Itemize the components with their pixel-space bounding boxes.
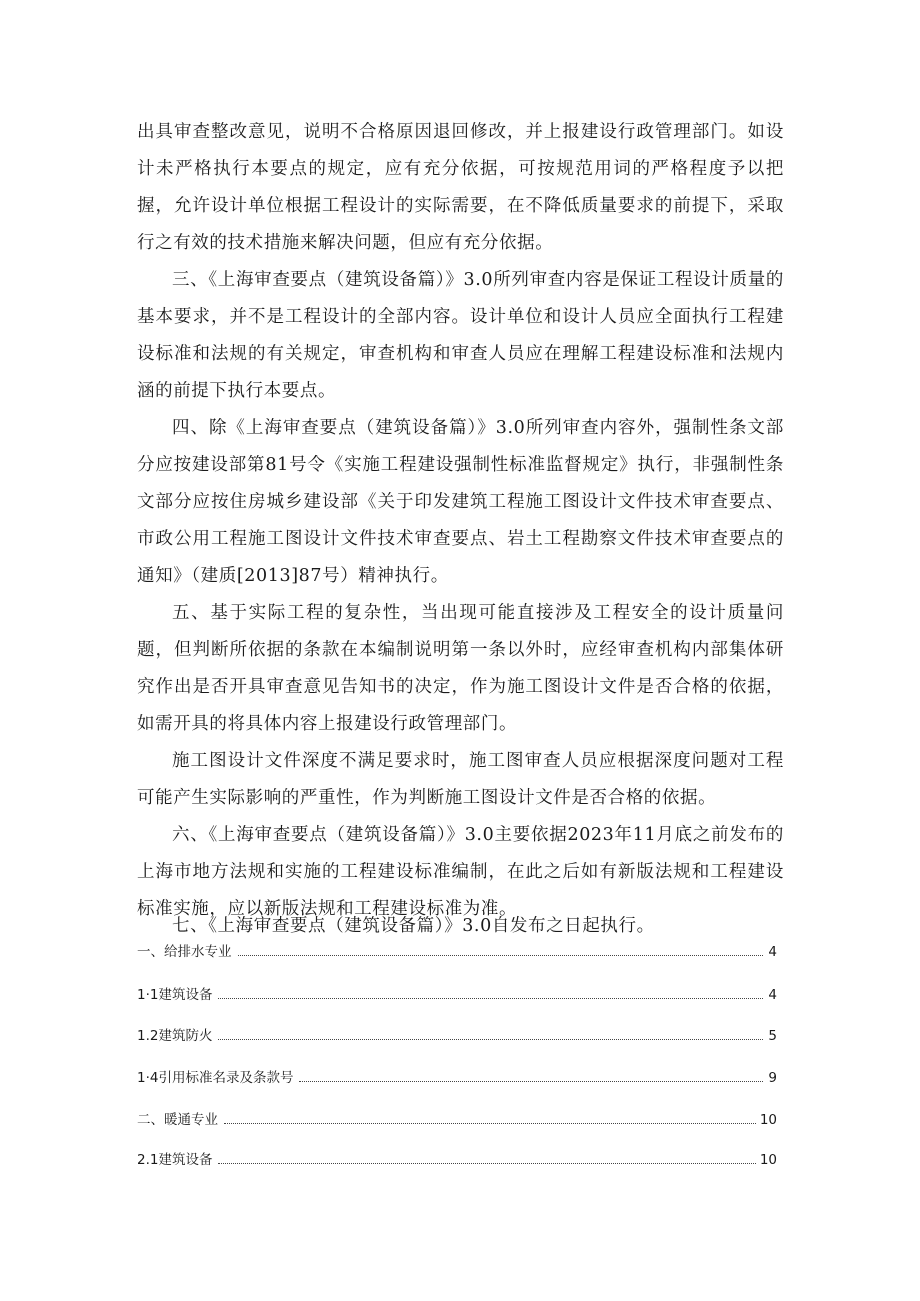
paragraph-six: 六、《上海审查要点（建筑设备篇）》3.0主要依据2023年11月底之前发布的上海市地方法规和实施的工程建设标准编制，在此之后如有新版法规和工程建设标准实施，应以新版法规和工程建设标准为准。	[137, 825, 784, 919]
toc-leader-dots	[218, 997, 763, 999]
paragraph-seven: 七、《上海审查要点（建筑设备篇）》3.0自发布之日起执行。	[172, 916, 655, 936]
toc-leader-dots	[238, 954, 764, 956]
toc-entry-label: 1·1建筑设备	[137, 987, 213, 1003]
paragraph-continuation: 出具审查整改意见，说明不合格原因退回修改，并上报建设行政管理部门。如设计未严格执行本要点的规定，应有充分依据，可按规范用词的严格程度予以把握，允许设计单位根据工程设计的实际需要，在不降低质量要求的前提下，采取行之有效的技术措施来解决问题，但应有充分依据。	[137, 122, 784, 253]
toc-entry[interactable]	[137, 940, 777, 960]
toc-leader-dots	[299, 1080, 763, 1082]
toc-leader-dots	[224, 1122, 756, 1124]
toc-entry[interactable]	[137, 1108, 777, 1128]
toc-entry-page: 10	[759, 1152, 777, 1168]
toc-entry-page: 4	[768, 987, 777, 1003]
paragraph-four: 四、除《上海审查要点（建筑设备篇）》3.0所列审查内容外，强制性条文部分应按建设部第81号令《实施工程建设强制性标准监督规定》执行，非强制性条文部分应按住房城乡建设部《关于印发建筑工程施工图设计文件技术审查要点、市政公用工程施工图设计文件技术审查要点、岩土工程勘察文件技术审查要点的通知》（建质[2013]87号）精神执行。	[137, 418, 784, 586]
paragraph-three: 三、《上海审查要点（建筑设备篇）》3.0所列审查内容是保证工程设计质量的基本要求，并不是工程设计的全部内容。设计单位和设计人员应全面执行工程建设标准和法规的有关规定，审查机构和审查人员应在理解工程建设标准和法规内涵的前提下执行本要点。	[137, 270, 784, 401]
toc-entry[interactable]	[137, 983, 777, 1003]
toc-entry[interactable]	[137, 1024, 777, 1044]
toc-entry-page: 5	[768, 1028, 777, 1044]
toc-entry-label: 1.2建筑防火	[137, 1028, 213, 1044]
toc-entry-page: 9	[768, 1070, 777, 1086]
toc-entry-label: 一、给排水专业	[137, 944, 232, 960]
toc-entry-label: 二、暖通专业	[137, 1112, 218, 1128]
paragraph-depth-note: 施工图设计文件深度不满足要求时，施工图审查人员应根据深度问题对工程可能产生实际影响的严重性，作为判断施工图设计文件是否合格的依据。	[137, 751, 784, 808]
toc-entry[interactable]	[137, 1066, 777, 1086]
paragraph-five: 五、基于实际工程的复杂性，当出现可能直接涉及工程安全的设计质量问题，但判断所依据的条款在本编制说明第一条以外时，应经审查机构内部集体研究作出是否开具审查意见告知书的决定，作为施工图设计文件是否合格的依据，如需开具的将具体内容上报建设行政管理部门。	[137, 603, 784, 734]
toc-entry-page: 10	[759, 1112, 777, 1128]
toc-leader-dots	[218, 1162, 755, 1164]
toc-entry-label: 1·4引用标准名录及条款号	[137, 1070, 294, 1086]
toc-leader-dots	[218, 1038, 763, 1040]
toc-entry-label: 2.1建筑设备	[137, 1152, 213, 1168]
toc-entry[interactable]	[137, 1148, 777, 1168]
toc-entry-page: 4	[768, 944, 777, 960]
